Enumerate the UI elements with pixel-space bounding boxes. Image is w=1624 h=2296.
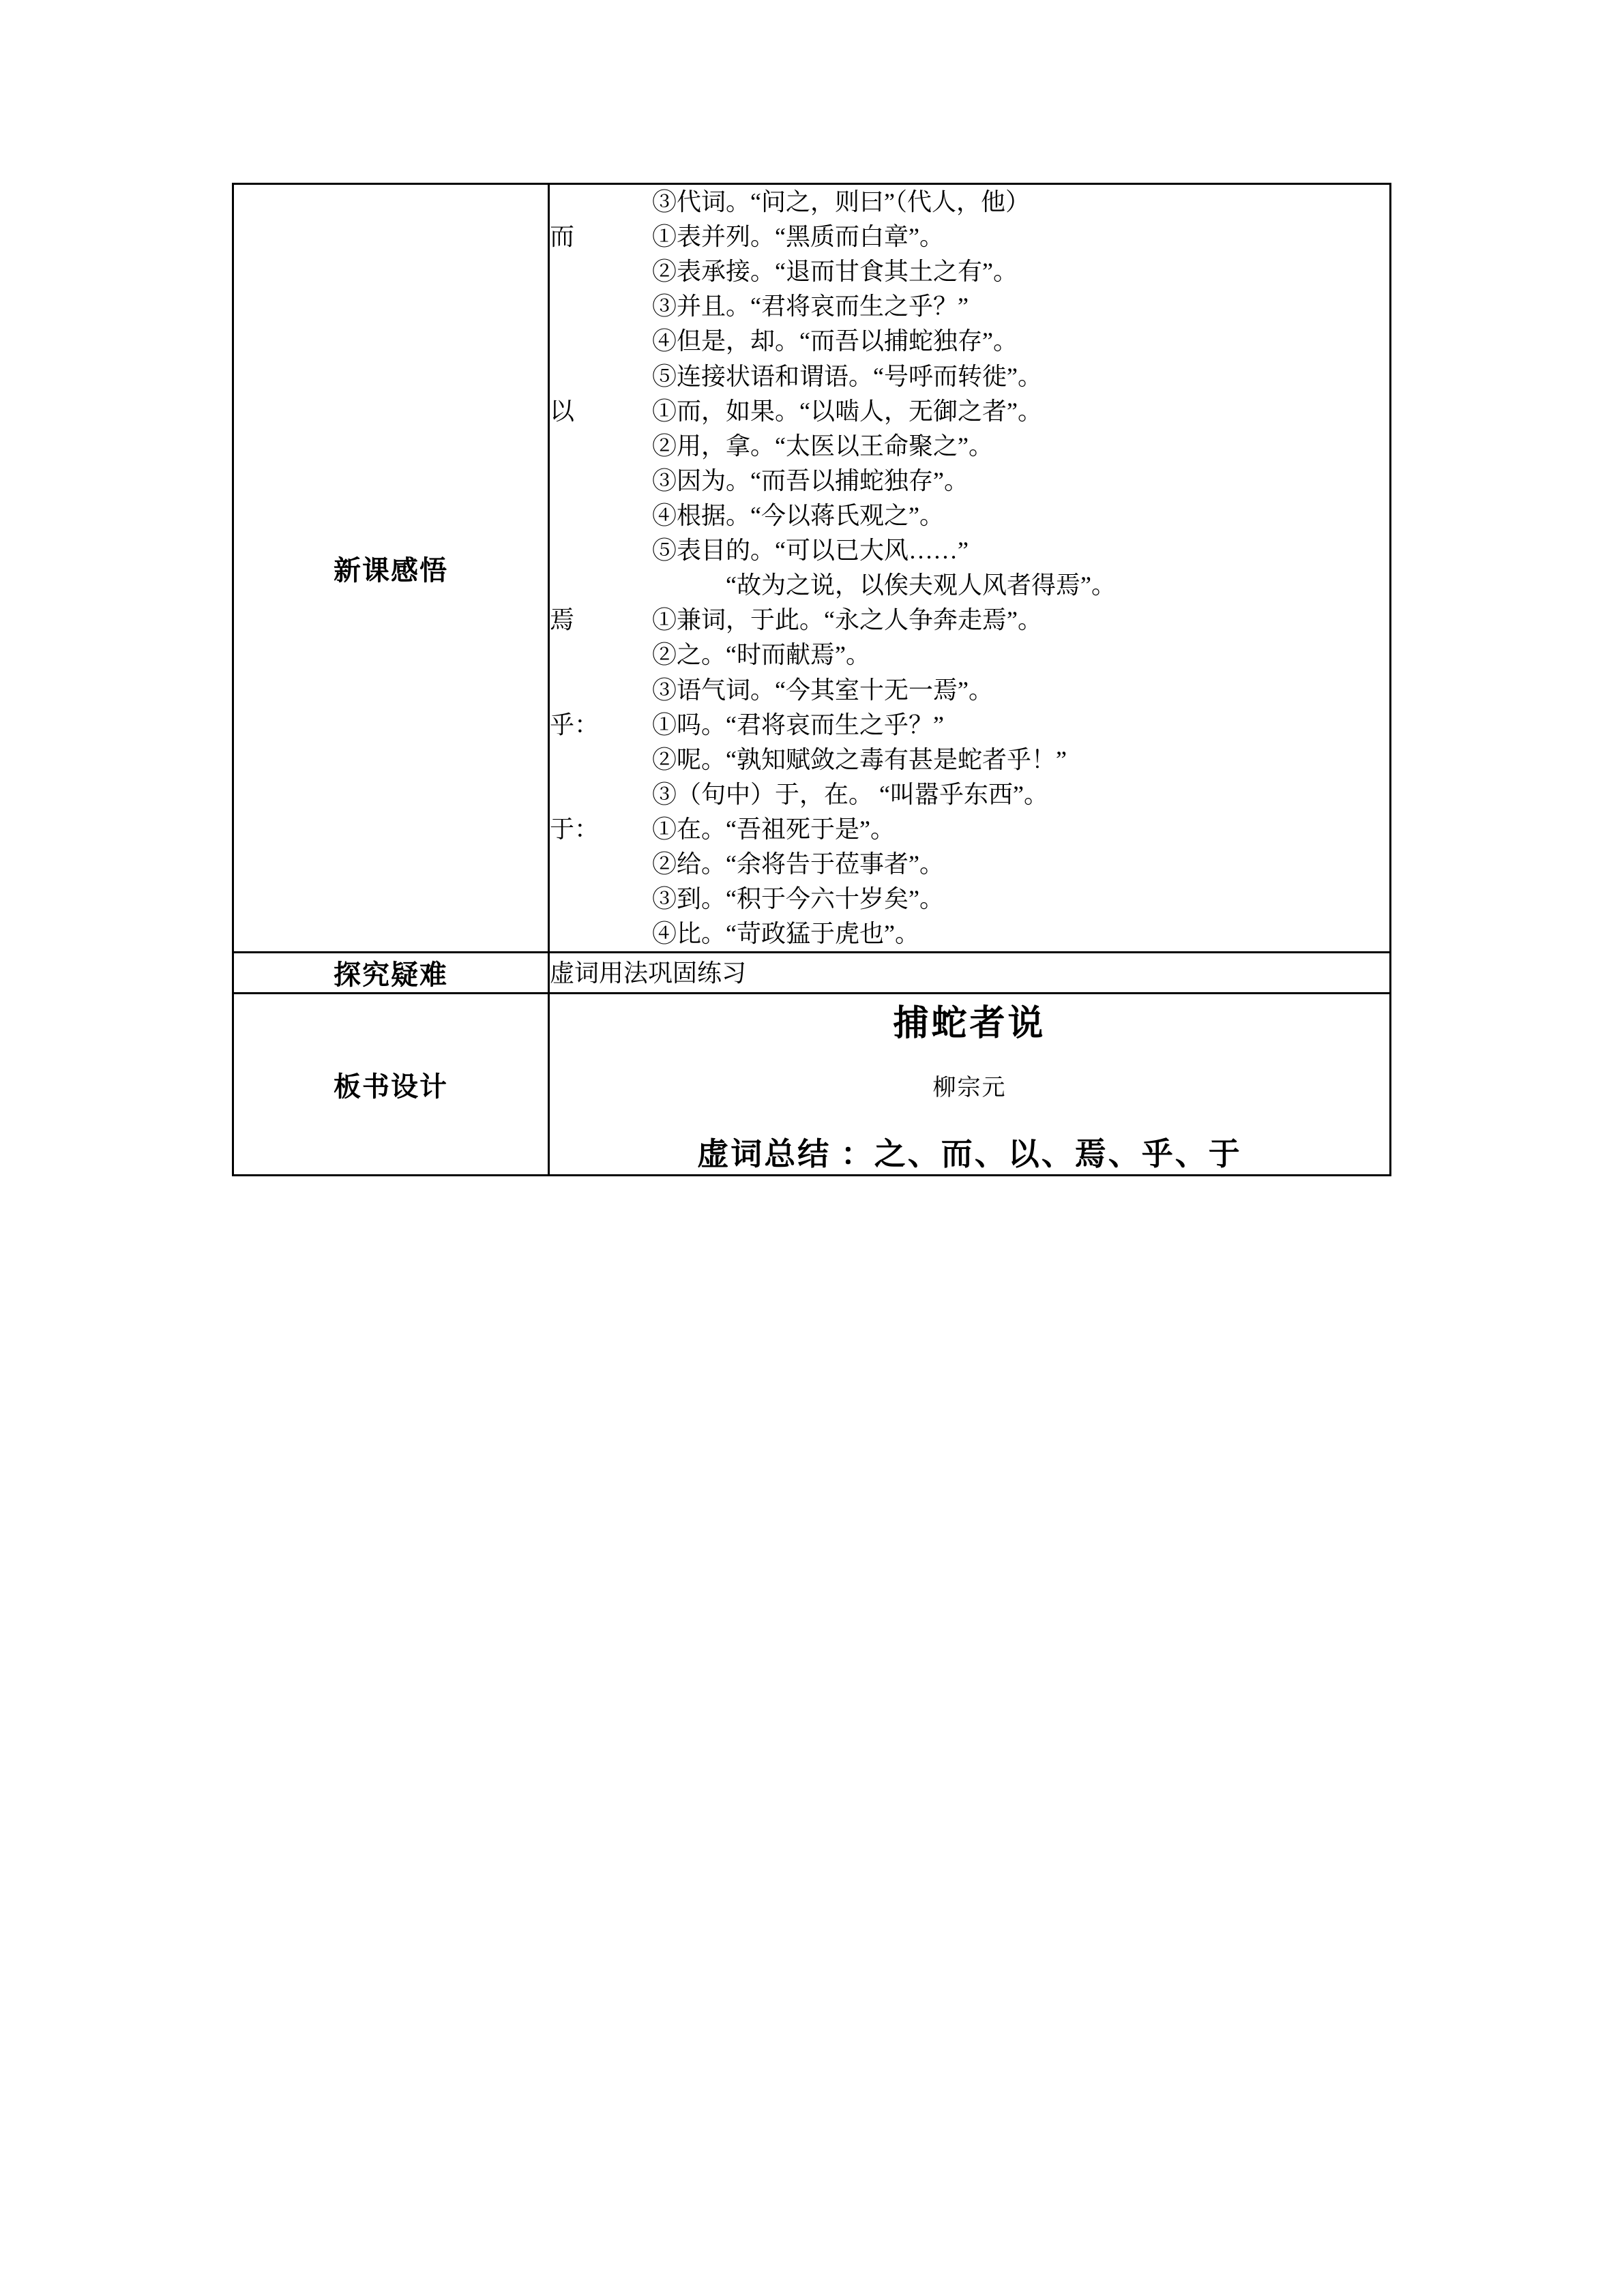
line-text: ④但是，却。“而吾以捕蛇独存”。: [652, 327, 1018, 355]
line-text: ①在。“吾祖死于是”。: [652, 815, 895, 843]
line-text: ③并且。“君将哀而生之乎？”: [652, 293, 969, 320]
list-item: [550, 394, 1389, 429]
word-column: 以: [550, 397, 575, 425]
line-text: ②用，拿。“太医以王命聚之”。: [652, 432, 993, 460]
list-item: [550, 847, 1389, 882]
list-item: [550, 359, 1389, 394]
line-text: ③到。“积于今六十岁矣”。: [652, 885, 944, 913]
line-text: ⑤表目的。“可以已大风……”: [652, 537, 969, 565]
line-text: ④根据。“今以蒋氏观之”。: [652, 501, 944, 529]
line-text: “故为之说，以俟夫观人风者得焉”。: [652, 571, 1116, 599]
list-item: [550, 916, 1389, 951]
word-column: 而: [550, 223, 575, 251]
line-text: ③（句中）于，在。 “叫嚣乎东西”。: [652, 780, 1048, 808]
list-item: [550, 743, 1389, 777]
list-item: [550, 220, 1389, 254]
list-item: [550, 464, 1389, 498]
line-text: ②表承接。“退而甘食其土之有”。: [652, 258, 1018, 286]
table-row: [233, 953, 1391, 994]
row-label-inquiry: 探究疑难: [233, 953, 549, 994]
list-item: [550, 603, 1389, 638]
line-text: ③语气词。“今其室十无一焉”。: [652, 676, 993, 704]
list-item: [550, 185, 1389, 220]
board-title: 捕蛇者说: [893, 1004, 1046, 1044]
row-label-new-lesson: 新课感悟: [233, 184, 549, 953]
list-item: [550, 324, 1389, 359]
board-summary: 虚词总结 ：之、而、以、焉、乎、于: [697, 1137, 1242, 1172]
list-item: [550, 812, 1389, 847]
line-text: ①表并列。“黑质而白章”。: [652, 223, 944, 251]
list-item: [550, 429, 1389, 464]
line-text: ②之。“时而献焉”。: [652, 641, 870, 669]
line-text: ①吗。“君将哀而生之乎？”: [652, 711, 944, 739]
board-author: 柳宗元: [932, 1075, 1007, 1101]
list-item: [550, 708, 1389, 743]
lesson-plan-table: [232, 183, 1391, 1176]
line-text: ①而，如果。“以啮人，无御之者”。: [652, 397, 1042, 425]
word-column: 焉: [550, 606, 575, 634]
list-item: [550, 533, 1389, 568]
line-text: ③因为。“而吾以捕蛇独存”。: [652, 466, 969, 494]
line-text: ②给。“余将告于莅事者”。: [652, 850, 944, 878]
word-column: 于：: [550, 815, 600, 843]
line-text: ①兼词，于此。“永之人争奔走焉”。: [652, 606, 1042, 634]
list-item: [550, 638, 1389, 672]
line-text: ②呢。“孰知赋敛之毒有甚是蛇者乎！”: [652, 745, 1067, 773]
table-row: [233, 184, 1391, 953]
list-item: [550, 289, 1389, 324]
word-column: 乎：: [550, 711, 600, 739]
row-label-board-design: 板书设计: [233, 994, 549, 1176]
line-text: ④比。“苛政猛于虎也”。: [652, 920, 919, 948]
list-item: [550, 254, 1389, 289]
list-item: [550, 498, 1389, 533]
list-item: [550, 568, 1389, 603]
table-row: [233, 994, 1391, 1176]
row-content-new-lesson: [549, 184, 1391, 953]
line-text: ⑤连接状语和谓语。“号呼而转徙”。: [652, 362, 1042, 390]
list-item: [550, 882, 1389, 916]
list-item: [550, 673, 1389, 708]
line-text: ③代词。“问之，则曰”（代人，他）: [652, 188, 1030, 215]
row-content-board-design: [549, 994, 1391, 1176]
function-word-list: [550, 185, 1389, 951]
row-content-inquiry: 虚词用法巩固练习: [549, 953, 1391, 994]
list-item: [550, 777, 1389, 812]
